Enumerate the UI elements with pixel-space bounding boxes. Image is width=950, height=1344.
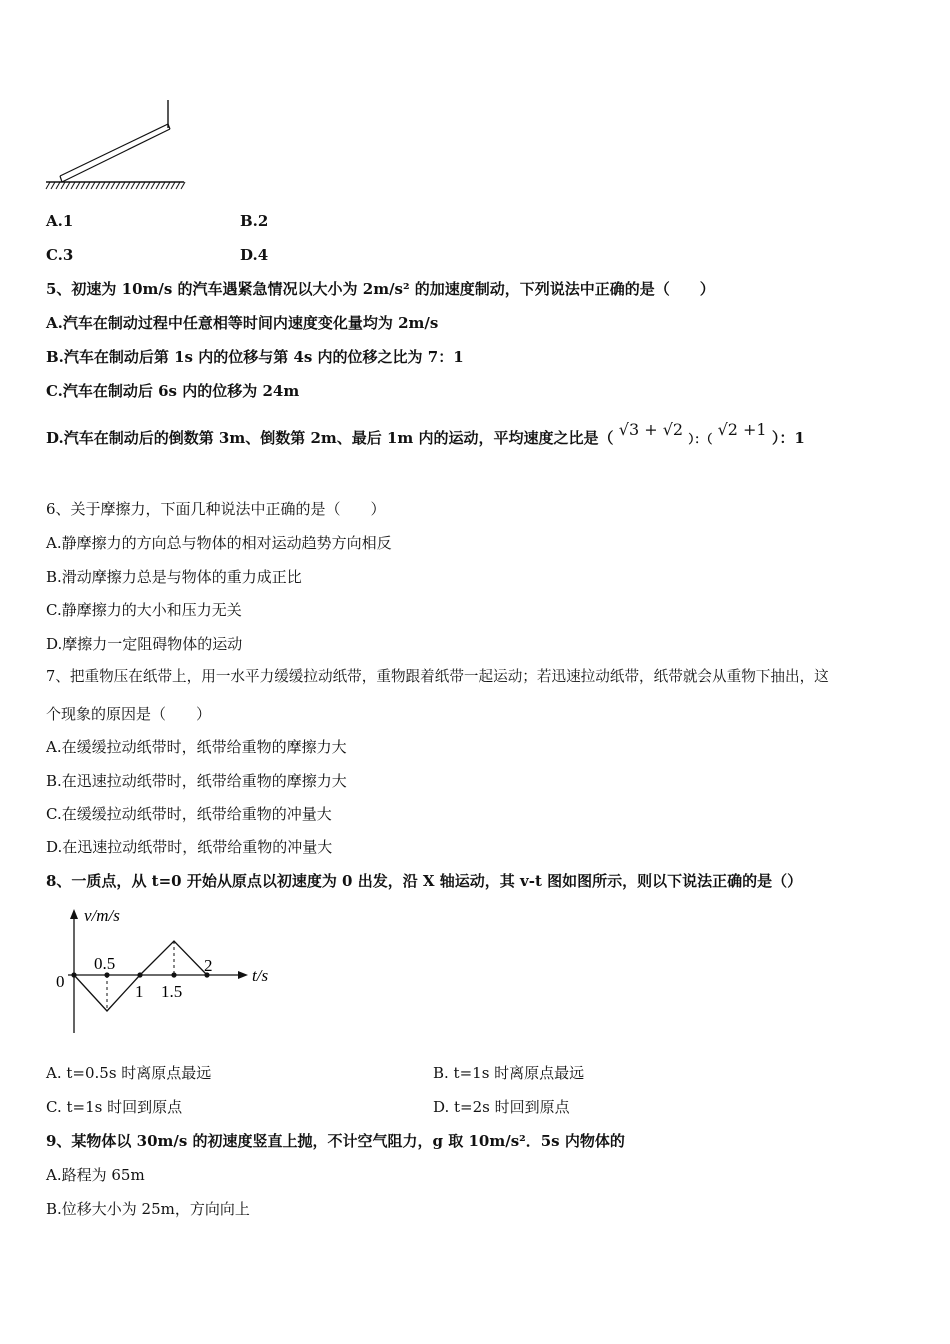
q4-option-d: D.4	[240, 246, 269, 264]
q9-option-a: A.路程为 65m	[46, 1166, 145, 1184]
point-0-5	[104, 972, 109, 977]
q4-option-a: A.1	[46, 212, 74, 230]
q9-stem: 9、某物体以 30m/s 的初速度竖直上抛，不计空气阻力，g 取 10m/s²．5s 内物体的	[46, 1132, 625, 1150]
y-axis-arrow	[70, 909, 78, 919]
q6-option-c: C.静摩擦力的大小和压力无关	[46, 601, 242, 619]
q4-option-b: B.2	[240, 212, 269, 230]
q5-option-d-mid: ）：（	[688, 432, 713, 446]
rod-on-wall-figure	[44, 98, 194, 193]
q6-option-d: D.摩擦力一定阻碍物体的运动	[46, 635, 243, 653]
x-axis-label: t/s	[252, 966, 269, 985]
q6-stem: 6、关于摩擦力，下面几种说法中正确的是（ ）	[46, 500, 386, 518]
origin-label: 0	[56, 972, 65, 991]
q8-option-c: C. t=1s 时回到原点	[46, 1098, 183, 1116]
q5-stem: 5、初速为 10m/s 的汽车遇紧急情况以大小为 2m/s² 的加速度制动，下列说法中正确的是（ ）	[46, 280, 715, 298]
q7-option-c: C.在缓缓拉动纸带时，纸带给重物的冲量大	[46, 805, 332, 823]
sqrt3-plus-sqrt2: √3 + √2	[618, 420, 684, 439]
q5-option-d-suffix: ）：1	[771, 429, 805, 447]
tick-label-1: 1	[135, 982, 144, 1001]
point-1	[137, 972, 142, 977]
sqrt2-plus-1: √2 +1	[717, 420, 767, 439]
q8-option-b: B. t=1s 时离原点最远	[433, 1064, 585, 1082]
point-origin	[71, 972, 76, 977]
point-1-5	[171, 972, 176, 977]
tick-label-0-5: 0.5	[94, 954, 116, 973]
q6-option-a: A.静摩擦力的方向总与物体的相对运动趋势方向相反	[46, 534, 392, 552]
q6-option-b: B.滑动摩擦力总是与物体的重力成正比	[46, 568, 302, 586]
x-axis-arrow	[238, 971, 248, 979]
tick-label-1-5: 1.5	[161, 982, 183, 1001]
q5-option-b: B.汽车在制动后第 1s 内的位移与第 4s 内的位移之比为 7：1	[46, 348, 464, 366]
q8-stem: 8、一质点，从 t=0 开始从原点以初速度为 0 出发，沿 X 轴运动，其 v-t 图如图所示，则以下说法正确的是（）	[46, 872, 803, 890]
q7-stem-line2: 个现象的原因是（ ）	[46, 705, 212, 723]
q7-option-b: B.在迅速拉动纸带时，纸带给重物的摩擦力大	[46, 772, 347, 790]
q5-option-d-prefix: D.汽车在制动后的倒数第 3m、倒数第 2m、最后 1m 内的运动，平均速度之比是（	[46, 429, 614, 447]
q5-option-a: A.汽车在制动过程中任意相等时间内速度变化量均为 2m/s	[46, 314, 439, 332]
q9-option-b: B.位移大小为 25m，方向向上	[46, 1200, 250, 1218]
q8-option-a: A. t=0.5s 时离原点最远	[46, 1064, 212, 1082]
q8-option-d: D. t=2s 时回到原点	[433, 1098, 570, 1116]
q7-stem-line1: 7、把重物压在纸带上，用一水平力缓缓拉动纸带，重物跟着纸带一起运动；若迅速拉动纸带，纸带就会从重物下抽出，这	[46, 668, 829, 685]
vt-graph	[50, 905, 280, 1035]
q4-option-c: C.3	[46, 246, 74, 264]
q7-option-a: A.在缓缓拉动纸带时，纸带给重物的摩擦力大	[46, 738, 347, 756]
q5-option-d	[46, 420, 805, 449]
q5-option-c: C.汽车在制动后 6s 内的位移为 24m	[46, 382, 300, 400]
y-axis-label: v/m/s	[84, 906, 120, 925]
q7-option-d: D.在迅速拉动纸带时，纸带给重物的冲量大	[46, 838, 333, 856]
tick-label-2: 2	[204, 956, 213, 975]
